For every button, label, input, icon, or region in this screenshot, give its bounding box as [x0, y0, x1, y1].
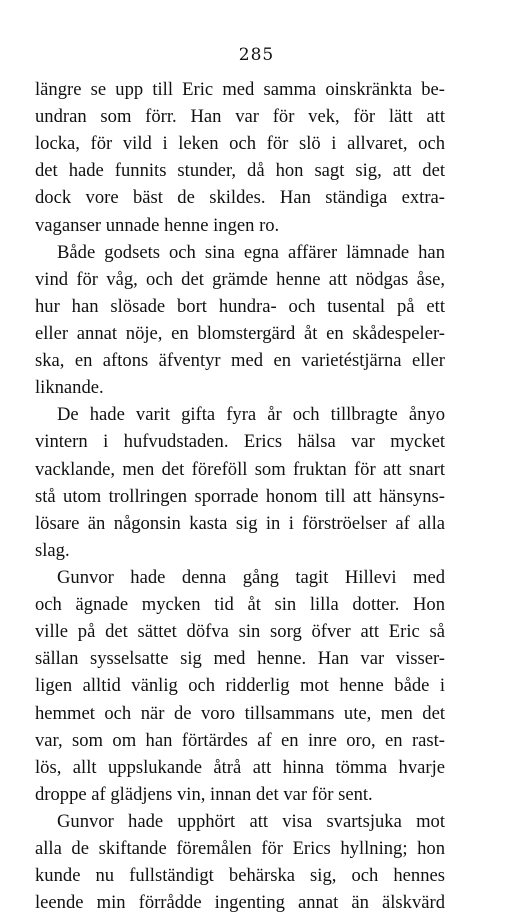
- body-text: [35, 76, 445, 916]
- text-line: Gunvor hade upphört att visa svartsjuka mot: [57, 810, 445, 832]
- text-line: dock vore bäst de skildes. Han ständiga extra-: [35, 187, 445, 209]
- text-line: Gunvor hade denna gång tagit Hillevi med: [57, 566, 445, 588]
- text-line: vind för våg, och det grämde henne att nödgas åse,: [35, 268, 445, 290]
- text-line: hemmet och när de voro tillsammans ute, men det: [35, 702, 445, 724]
- text-line: sällan sysselsatte sig med henne. Han var visser-: [35, 648, 445, 670]
- text-line: Både godsets och sina egna affärer lämnade han: [57, 241, 445, 263]
- text-line: liknande.: [35, 377, 104, 399]
- text-line: slag.: [35, 539, 70, 561]
- text-line: stå utom trollringen sporrade honom till att hänsyns-: [35, 485, 445, 507]
- text-line: kunde nu fullständigt behärska sig, och hennes: [35, 865, 445, 887]
- text-line: ville på det sättet döfva sin sorg öfver att Eric så: [35, 621, 445, 643]
- text-line: droppe af glädjens vin, innan det var för sent.: [35, 783, 373, 805]
- text-line: vaganser unnade henne ingen ro.: [35, 214, 280, 236]
- text-line: De hade varit gifta fyra år och tillbragte ånyo: [57, 404, 445, 426]
- text-line: hur han slösade bort hundra- och tusental på ett: [35, 295, 445, 317]
- text-line: ska, en aftons äfventyr med en varietéstjärna eller: [35, 350, 445, 372]
- text-line: undran som förr. Han var för vek, för lätt att: [35, 106, 445, 128]
- text-line: eller annat nöje, en blomstergärd åt en skådespeler-: [35, 322, 445, 344]
- text-line: lösare än någonsin kasta sig in i förströelser af alla: [35, 512, 445, 534]
- text-line: alla de skiftande föremålen för Erics hyllning; hon: [35, 838, 445, 860]
- text-line: vacklande, men det föreföll som fruktan för att snart: [35, 458, 445, 480]
- text-line: vintern i hufvudstaden. Erics hälsa var mycket: [35, 431, 445, 453]
- text-line: det hade funnits stunder, då hon sagt sig, att det: [35, 160, 445, 182]
- text-line: lös, allt uppslukande åtrå att hinna tömma hvarje: [35, 756, 445, 778]
- text-line: var, som om han förtärdes af en inre oro, en rast-: [35, 729, 445, 751]
- text-line: leende min förrådde ingenting annat än älskvärd: [35, 892, 445, 914]
- text-line: ligen alltid vänlig och ridderlig mot henne både i: [35, 675, 445, 697]
- page-number: 285: [238, 45, 275, 65]
- text-line: längre se upp till Eric med samma oinskränkta be-: [35, 79, 445, 100]
- text-line: locka, för vild i leken och för slö i allvaret, och: [35, 133, 445, 155]
- text-line: och ägnade mycken tid åt sin lilla dotter. Hon: [35, 594, 445, 616]
